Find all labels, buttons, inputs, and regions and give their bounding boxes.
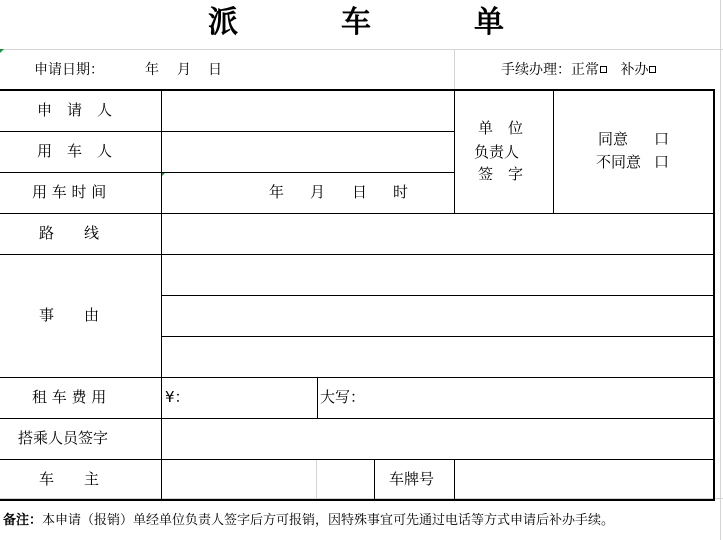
column-divider	[374, 460, 375, 500]
normal-checkbox[interactable]	[600, 66, 607, 73]
route-label: 路 线	[39, 224, 100, 242]
row-divider	[0, 172, 454, 173]
row-divider	[162, 336, 714, 337]
note	[3, 514, 614, 527]
row-divider	[0, 418, 714, 419]
table-border-bottom	[0, 499, 715, 501]
column-divider	[161, 90, 162, 500]
fee-yen-label: ¥：	[165, 388, 190, 406]
agree-box[interactable]: 口	[654, 130, 670, 148]
row-divider	[0, 377, 714, 378]
passenger-sign-label: 搭乘人员签字	[18, 429, 109, 447]
owner-label: 车 主	[39, 470, 100, 488]
column-divider	[317, 378, 318, 419]
disagree-box[interactable]: 口	[654, 153, 670, 171]
gridline	[316, 460, 317, 500]
supplement-checkbox[interactable]	[649, 66, 656, 73]
disagree-label: 不同意	[596, 153, 642, 171]
unit-head-line3: 签 字	[478, 165, 524, 183]
apply-date-year: 年	[145, 62, 159, 78]
time-label: 用 车 时 间	[32, 183, 107, 201]
apply-date-month: 月	[177, 62, 191, 78]
agree-label: 同意	[598, 130, 629, 148]
title-char-3: 单	[474, 5, 504, 40]
column-divider	[553, 90, 554, 214]
row-divider	[162, 295, 714, 296]
procedure-supplement-label: 补办	[620, 62, 649, 78]
title-char-1: 派	[208, 5, 238, 40]
plate-label: 车牌号	[389, 470, 435, 488]
reason-label: 事 由	[39, 306, 100, 324]
row-divider	[0, 459, 714, 460]
user-label: 用 车 人	[37, 142, 113, 160]
apply-date-label: 申请日期：	[34, 62, 104, 78]
gridline	[720, 0, 721, 540]
gridline	[0, 49, 723, 50]
row-divider	[0, 254, 714, 255]
title-char-2: 车	[341, 5, 371, 40]
unit-head-line2: 负责人	[474, 143, 520, 161]
time-month: 月	[310, 183, 326, 201]
row-divider	[0, 213, 714, 214]
note-text: 本申请（报销）单经单位负责人签字后方可报销，因特殊事宜可先通过电话等方式申请后补办手续。	[42, 513, 615, 528]
fee-label: 租 车 费 用	[32, 388, 107, 406]
fee-daxie-label: 大写：	[320, 388, 366, 406]
unit-head-line1: 单 位	[478, 119, 524, 137]
note-label: 备注：	[3, 513, 43, 528]
applicant-label: 申 请 人	[37, 101, 113, 119]
table-border-top	[0, 89, 715, 91]
row-divider	[0, 131, 454, 132]
procedure-option	[501, 63, 656, 77]
gridline	[454, 49, 455, 90]
apply-date-day: 日	[208, 62, 222, 78]
time-year: 年	[269, 183, 285, 201]
column-divider	[454, 460, 455, 500]
column-divider	[454, 90, 455, 214]
time-hour: 时	[393, 183, 409, 201]
time-day: 日	[352, 183, 368, 201]
cell-comment-marker	[0, 49, 4, 53]
procedure-normal-label: 手续办理：正常	[501, 62, 599, 78]
